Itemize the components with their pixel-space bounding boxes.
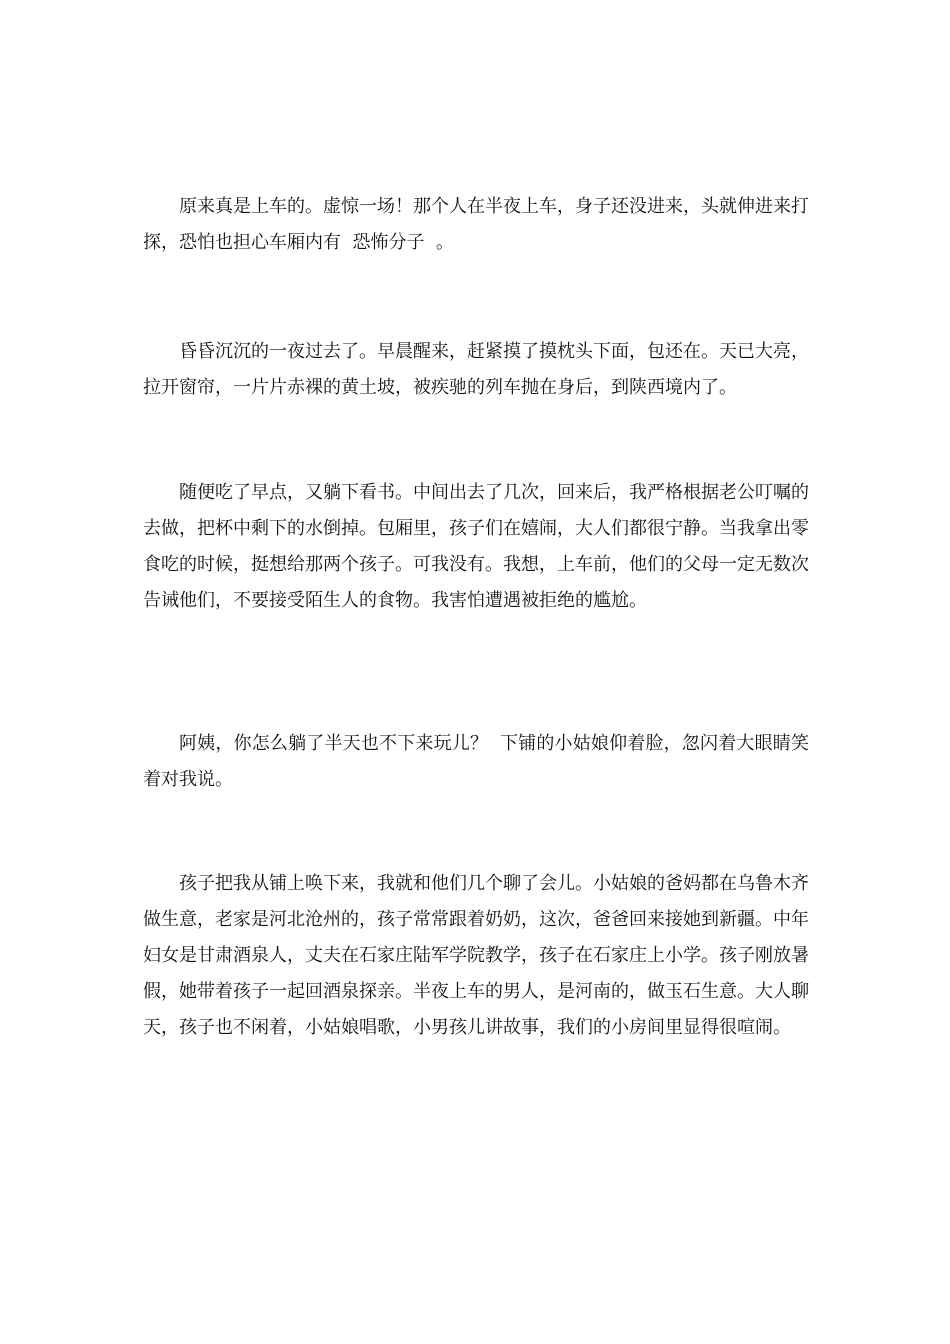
paragraph-5: 孩子把我从铺上唤下来，我就和他们几个聊了会儿。小姑娘的爸妈都在乌鲁木齐做生意，老家是河北沧州的，孩子常常跟着奶奶，这次，爸爸回来接她到新疆。中年妇女是甘肃酒泉人，丈夫在石家庄陆军学院教学，孩子在石家庄上小学。孩子刚放暑假，她带着孩子一起回酒泉探亲。半夜上车的男人，是河南的，做玉石生意。大人聊天，孩子也不闲着，小姑娘唱歌，小男孩儿讲故事，我们的小房间里显得很喧闹。	[143, 873, 809, 1038]
paragraph-3: 随便吃了早点，又躺下看书。中间出去了几次，回来后，我严格根据老公叮嘱的去做，把杯中剩下的水倒掉。包厢里，孩子们在嬉闹，大人们都很宁静。当我拿出零食吃的时候，挺想给那两个孩子。可我没有。我想，上车前，他们的父母一定无数次告诫他们，不要接受陌生人的食物。我害怕遭遇被拒绝的尴尬。	[143, 482, 809, 611]
paragraph-1: 原来真是上车的。虚惊一场！那个人在半夜上车，身子还没进来，头就伸进来打探，恐怕也担心车厢内有 恐怖分子 。	[143, 196, 809, 253]
paragraph-2: 昏昏沉沉的一夜过去了。早晨醒来，赶紧摸了摸枕头下面，包还在。天已大亮，拉开窗帘，一片片赤裸的黄土坡，被疾驰的列车抛在身后，到陕西境内了。	[143, 341, 809, 398]
paragraph-4: 阿姨，你怎么躺了半天也不下来玩儿？ 下铺的小姑娘仰着脸，忽闪着大眼睛笑着对我说。	[143, 733, 809, 790]
